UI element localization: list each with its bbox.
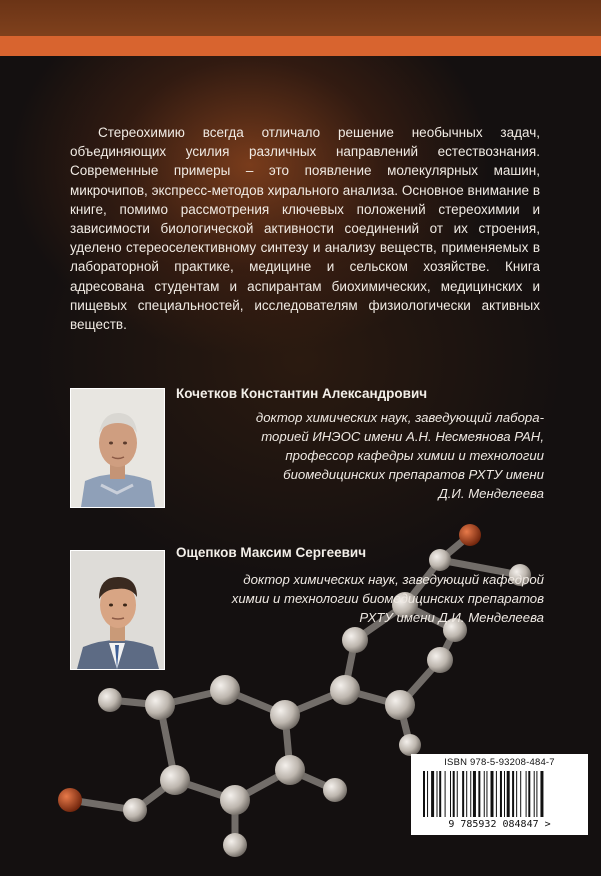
author-bio xyxy=(176,570,544,627)
author-bio-line: биомедицинских препаратов РХТУ имени xyxy=(283,467,544,482)
barcode-bar xyxy=(484,771,485,817)
barcode-digits: 9 785932 084847 > xyxy=(448,819,551,830)
barcode-bar xyxy=(462,771,464,817)
barcode-bar xyxy=(439,771,441,817)
barcode-bar xyxy=(540,771,543,817)
book-description: Стереохимию всегда отличало решение необычных задач, объединяющих усилия различных направлений естествознания. Современные примеры – это появление молекулярных машин, микрочипов, экспресс-методов хирального анализа. Основное внимание в книге, помимо рассмотрения ключевых положений стереохимии и зависимости биологической активности соединений от их строения, уделено стереоселективному синтезу и анализу веществ, применяемых в лабораторной практике, медицине и сельском хозяйстве. Книга адресована студентам и аспирантам биохимических, медицинских и пищевых специальностей, исследователям физиологически активных веществ. xyxy=(70,125,540,333)
author-bio-line: РХТУ имени Д.И. Менделеева xyxy=(359,610,544,625)
barcode-bar xyxy=(450,771,451,817)
barcode-bar xyxy=(526,771,527,817)
author-photo-oshchepkov xyxy=(70,550,165,670)
barcode-bar xyxy=(507,771,510,817)
barcode-bar xyxy=(427,771,428,817)
barcode-bar xyxy=(512,771,514,817)
barcode-bar xyxy=(528,771,530,817)
isbn-label: ISBN 978-5-93208-484-7 xyxy=(444,757,555,768)
barcode-bar xyxy=(445,771,446,817)
author-bio-line: торией ИНЭОС имени А.Н. Несмеянова РАН, xyxy=(261,429,544,444)
barcode-bar xyxy=(504,771,505,817)
author-bio-line: химии и технологии биомедицинских препаратов xyxy=(231,591,544,606)
author-bio-line: доктор химических наук, заведующий кафедрой xyxy=(243,572,544,587)
barcode-bar xyxy=(437,771,438,817)
barcode-bar xyxy=(520,771,521,817)
author-name: Кочетков Константин Александрович xyxy=(176,386,428,401)
barcode-bar xyxy=(486,771,487,817)
barcode-bar xyxy=(496,771,497,817)
barcode-bars-icon xyxy=(423,771,576,817)
author-name: Ощепков Максим Сергеевич xyxy=(176,545,367,560)
barcode-bar xyxy=(466,771,467,817)
isbn-barcode xyxy=(411,754,588,835)
barcode-bar xyxy=(516,771,517,817)
barcode-bar xyxy=(423,771,425,817)
author-bio xyxy=(176,408,544,503)
barcode-bar xyxy=(457,771,458,817)
barcode-bar xyxy=(453,771,455,817)
author-bio-line: доктор химических наук, заведующий лабора- xyxy=(255,410,544,425)
author-photo-kochetkov xyxy=(70,388,165,508)
barcode-bar xyxy=(478,771,480,817)
barcode-bar xyxy=(431,771,434,817)
barcode-bar xyxy=(500,771,502,817)
author-bio-line: профессор кафедры химии и технологии xyxy=(285,448,544,463)
barcode-bar xyxy=(491,771,494,817)
barcode-bar xyxy=(470,771,471,817)
barcode-bar xyxy=(473,771,476,817)
author-bio-line: Д.И. Менделеева xyxy=(438,486,544,501)
barcode-bar xyxy=(534,771,535,817)
barcode-bar xyxy=(536,771,537,817)
